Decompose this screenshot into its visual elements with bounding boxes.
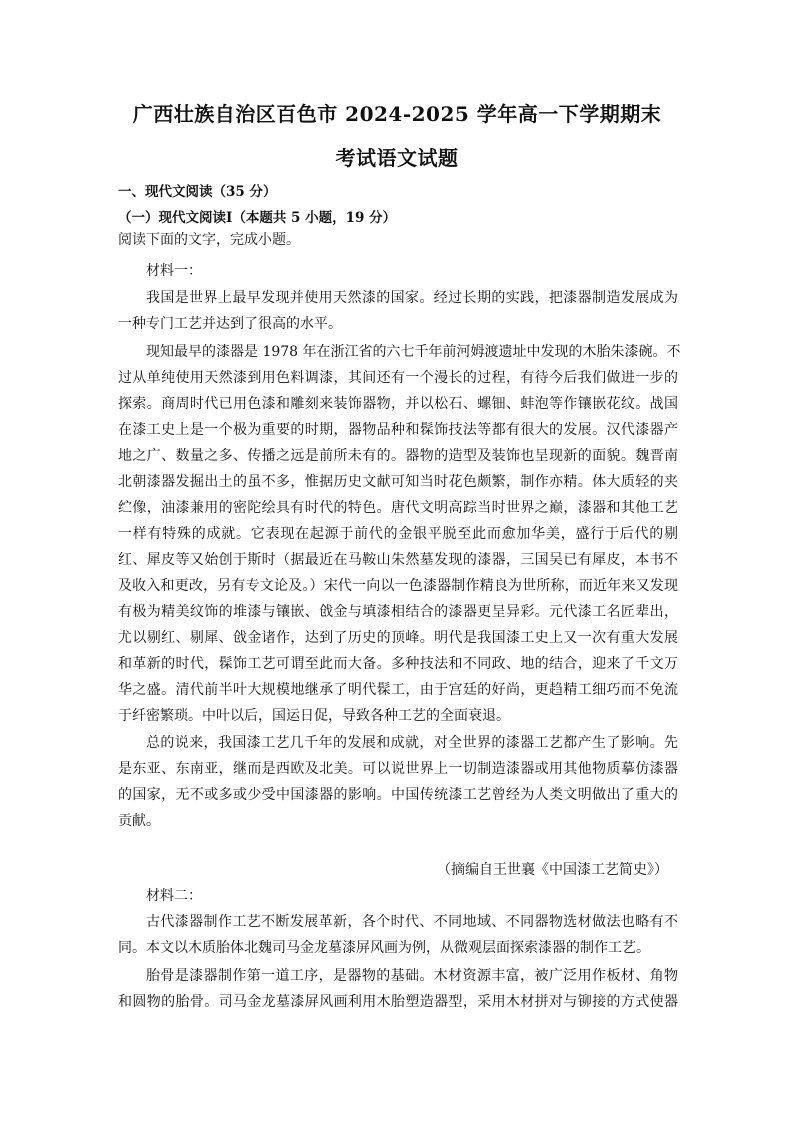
paragraph-line: 胎骨是漆器制作第一道工序，是器物的基础。木材资源丰富，被广泛用作板材、角物 [146, 968, 678, 984]
section-heading: 一、现代文阅读（35 分） [118, 184, 277, 200]
paragraph-line: 纻像，油漆兼用的密陀绘具有时代的特色。唐代文明高踪当时世界之巅，漆器和其他工艺 [118, 500, 678, 516]
paragraph-line: 尤以剔红、剔犀、戗金诸作，达到了历史的顶峰。明代是我国漆工史上又一次有重大发展 [118, 630, 678, 646]
material1-label: 材料一： [146, 263, 202, 279]
paragraph-line: 在漆工史上是一个极为重要的时期，器物品种和髹饰技法等都有很大的发展。汉代漆器产 [118, 422, 678, 438]
paragraph-line: 我国是世界上最早发现并使用天然漆的国家。经过长期的实践，把漆器制造发展成为 [146, 290, 678, 306]
paragraph-line: 现知最早的漆器是 1978 年在浙江省的六七千年前河姆渡遗址中发现的木胎朱漆碗。不 [146, 344, 681, 360]
paragraph-line: 地之广、数量之多、传播之远是前所未有的。器物的造型及装饰也呈现新的面貌。魏晋南 [118, 448, 678, 464]
document-title-line1: 广西壮族自治区百色市 2024-2025 学年高一下学期期末 [132, 102, 662, 126]
paragraph-line: 和圆物的胎骨。司马金龙墓漆屏风画利用木胎塑造器型，采用木材拼对与铆接的方式使器 [118, 994, 678, 1010]
paragraph-line: 一种专门工艺并达到了很高的水平。 [118, 316, 342, 332]
instruction-text: 阅读下面的文字，完成小题。 [118, 232, 300, 248]
paragraph-line: 及收入和更改，另有专文论及。）宋代一向以一色漆器制作精良为世所称，而近年来又发现 [118, 578, 678, 594]
paragraph-line: 贡献。 [118, 813, 160, 829]
paragraph-line: 北朝漆器发掘出土的虽不多，惟据历史文献可知当时花色颇繁，制作亦精。体大质轻的夹 [118, 474, 678, 490]
paragraph-line: 古代漆器制作工艺不断发展革新，各个时代、不同地域、不同器物选材做法也略有不 [146, 914, 678, 930]
paragraph-line: 红、犀皮等又始创于斯时（据最近在马鞍山朱然墓发现的漆器，三国吴已有犀皮，本书不 [118, 552, 678, 568]
paragraph-line: 于纤密繁琐。中叶以后，国运日促，导致各种工艺的全面衰退。 [118, 708, 510, 724]
paragraph-line: 探索。商周时代已用色漆和雕刻来装饰器物，并以松石、螺钿、蚌泡等作镶嵌花纹。战国 [118, 396, 678, 412]
paragraph-line: 有极为精美纹饰的堆漆与镶嵌、戗金与填漆相结合的漆器更呈异彩。元代漆工名匠辈出， [118, 604, 678, 620]
document-title-line2: 考试语文试题 [335, 146, 459, 170]
paragraph-line: 和革新的时代，髹饰工艺可谓至此而大备。多种技法和不同政、地的结合，迎来了千文万 [118, 656, 678, 672]
paragraph-line: 同。本文以木质胎体北魏司马金龙墓漆屏风画为例，从微观层面探索漆器的制作工艺。 [118, 940, 650, 956]
subsection-heading: （一）现代文阅读Ⅰ（本题共 5 小题，19 分） [118, 210, 397, 226]
paragraph-line: 是东亚、东南亚，继而是西欧及北美。可以说世界上一切制造漆器或用其他物质摹仿漆器 [118, 761, 678, 777]
material2-label: 材料二： [146, 888, 202, 904]
paragraph-line: 过从单纯使用天然漆到用色料调漆，其间还有一个漫长的过程，有待今后我们做进一步的 [118, 370, 678, 386]
paragraph-line: 华之盛。清代前半叶大规模地继承了明代髹工，由于宫廷的好尚，更趋精工细巧而不免流 [118, 682, 678, 698]
source-citation: （摘编自王世襄《中国漆工艺简史》） [437, 862, 668, 878]
paragraph-line: 的国家，无不或多或少受中国漆器的影响。中国传统漆工艺曾经为人类文明做出了重大的 [118, 787, 678, 803]
paragraph-line: 一样有特殊的成就。它表现在起源于前代的金银平脱至此而愈加华美，盛行于后代的剔 [118, 526, 678, 542]
paragraph-line: 总的说来，我国漆工艺几千年的发展和成就，对全世界的漆器工艺都产生了影响。先 [146, 735, 678, 751]
